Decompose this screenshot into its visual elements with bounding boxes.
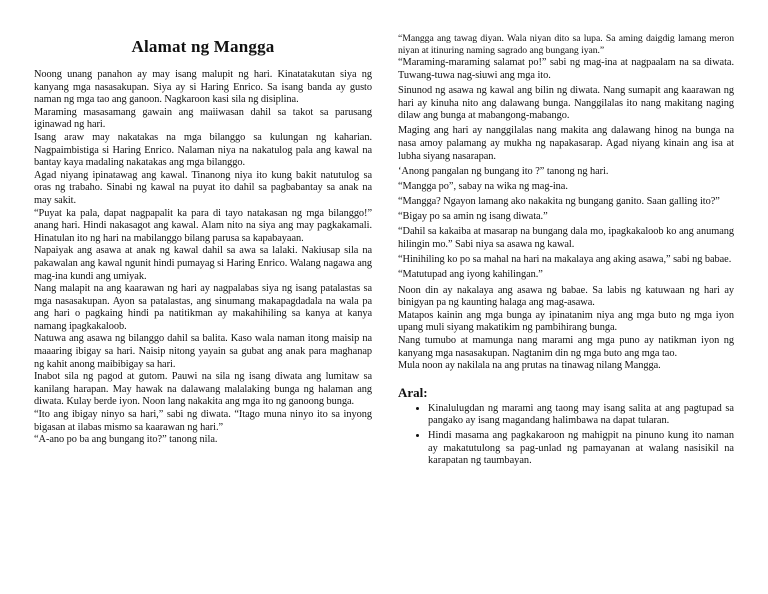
paragraph: “A-ano po ba ang bungang ito?” tanong nila. — [34, 434, 218, 446]
paragraph: “Puyat ka pala, dapat nagpapalit ka para di tayo natakasan ng mga bilanggo!” anang hari. Hindi nakasagot ang kawal. Alam nito na siya ang may pagkakamali. Hinatulan ito ng hari na mabilanggo bilang parusa sa kapabayaan. — [34, 207, 372, 244]
paragraph: Natuwa ang asawa ng bilanggo dahil sa balita. Kaso wala naman itong maisip na maaaring ibigay sa hari. Naisip nitong yayain sa gubat ang anak para maghanap ng kahit anong maibibigay sa hari. — [34, 333, 372, 370]
aral-item: • Kinalulugdan ng marami ang taong may isang salita at ang pagtupad sa pangako ay isang magandang halimbawa na dapat tularan. — [428, 403, 734, 428]
story-title: Alamat ng Mangga — [131, 37, 275, 56]
paragraph: “Dahil sa kakaiba at masarap na bungang dala mo, ipagkakaloob ko ang anumang hilingin mo.” Sabi niya sa asawa ng kawal. — [398, 226, 734, 251]
paragraph: Noon din ay nakalaya ang asawa ng babae. Sa labis ng katuwaan ng hari ay binigyan pa ng kaunting halaga ang mag-asawa. — [398, 284, 734, 309]
paragraph: “Bigay po sa amin ng isang diwata.” — [398, 211, 548, 223]
paragraph: Inabot sila ng pagod at gutom. Pauwi na sila ng isang diwata ang lumitaw sa kanilang harapan. May hawak na dalawang malalaking bunga ng halaman ang diwata. Kulay berde iyon. Noon lang nakakita ang mga ito ng ganoong bunga. — [34, 371, 372, 408]
paragraph: Agad niyang ipinatawag ang kawal. Tinanong niya ito kung bakit natutulog sa oras ng trabaho. Sinabi ng kawal na puyat ito dahil sa pagbabantay sa anak na may sakit. — [34, 169, 372, 206]
paragraph: “Mangga? Ngayon lamang ako nakakita ng bungang ganito. Saan galling ito?” — [398, 196, 720, 208]
aral-list — [398, 403, 734, 468]
paragraph-intro: “Mangga ang tawag diyan. Wala niyan dito sa lupa. Sa aming daigdig lamang meron niyan at itinuring naming sagrado ang bungang iyan.” — [398, 33, 734, 56]
paragraph: Matapos kainin ang mga bunga ay ipinatanim niya ang mga buto ng mga iyon upang muli siyang makatikim ng pambihirang bunga. — [398, 309, 734, 334]
paragraph: “Hinihiling ko po sa mahal na hari na makalaya ang aking asawa,” sabi ng babae. — [398, 254, 732, 266]
paragraph: Maging ang hari ay nanggilalas nang makita ang dalawang hinog na bunga na nasa amoy palamang ay mukha ng napakasarap. Agad niyang kinain ang isa at lubha siyang nasarapan. — [398, 125, 734, 162]
aral-item: • Hindi masama ang pagkakaroon ng mahigpit na pinuno kung ito naman ay makatutulong sa pag-unlad ng pamayanan at walang nasisikil na karapatan ng taumbayan. — [428, 430, 734, 468]
paragraph: “Ito ang ibigay ninyo sa hari,” sabi ng diwata. “Itago muna ninyo ito sa inyong bigasan at ilabas mismo sa kaarawan ng hari.” — [34, 409, 372, 433]
paragraph: “Mangga po”, sabay na wika ng mag-ina. — [398, 180, 568, 192]
paragraph: Nang tumubo at mamunga nang marami ang mga puno ay natikman iyon ng kanyang mga nasasakupan. Nagtanim din ng mga buto ang mga tao. — [398, 335, 734, 359]
paragraph: “Maraming-maraming salamat po!” sabi ng mag-ina at nagpaalam na sa diwata. Tuwang-tuwa nag-siuwi ang mga ito. — [398, 57, 734, 81]
paragraph: ‘Anong pangalan ng bungang ito ?” tanong ng hari. — [398, 165, 609, 177]
paragraph: Isang araw may nakatakas na mga bilanggo sa kulungan ng kaharian. Nagpaimbistiga si Haring Enrico. Nalaman niya na nakatulog pala ang kawal na bantay kaya madaling nakatakas ang mga bilanggo. — [34, 131, 372, 169]
paragraph: Nang malapit na ang kaarawan ng hari ay nagpalabas siya ng isang patalastas sa mga nasasakupan. Ayon sa patalastas, ang sinumang makapagdadala na wala pa ang hari o pagkaing hindi pa natitikman ay makahihiling sa kanya at kanya namang ipagkakaloob. — [34, 283, 372, 332]
paragraph: Sinunod ng asawa ng kawal ang bilin ng diwata. Nang sumapit ang kaarawan ng hari ay kinuha nito ang dalawang bunga. Nanggilalas ito nang makitang naging dilaw ang bunga at mabangong-mabango. — [398, 84, 734, 122]
left-body — [34, 69, 372, 447]
paragraph: “Matutupad ang iyong kahilingan.” — [398, 269, 543, 281]
paragraph: Maraming masasamang gawain ang maiiwasan dahil sa takot sa parusang iginawad ng hari. — [34, 106, 372, 131]
paragraph: Noong unang panahon ay may isang malupit ng hari. Kinatatakutan siya ng kanyang mga nasasakupan. Siya ay si Haring Enrico. Sa isang banda ay gusto naman ng mga tao ang ganoon. Nagkaroon kasi sila ng disiplina. — [34, 69, 372, 106]
aral-heading: Aral: — [398, 384, 428, 400]
paragraph: Mula noon ay nakilala na ang prutas na tinawag nilang Mangga. — [398, 360, 661, 372]
right-body — [398, 33, 734, 470]
paragraph: Napaiyak ang asawa at anak ng kawal dahil sa awa sa lalaki. Nakiusap sila na pakawalan ang kawal ngunit hindi pumayag si Haring Enrico. Walang nagawa ang mag-ina kundi ang umiyak. — [34, 245, 372, 282]
